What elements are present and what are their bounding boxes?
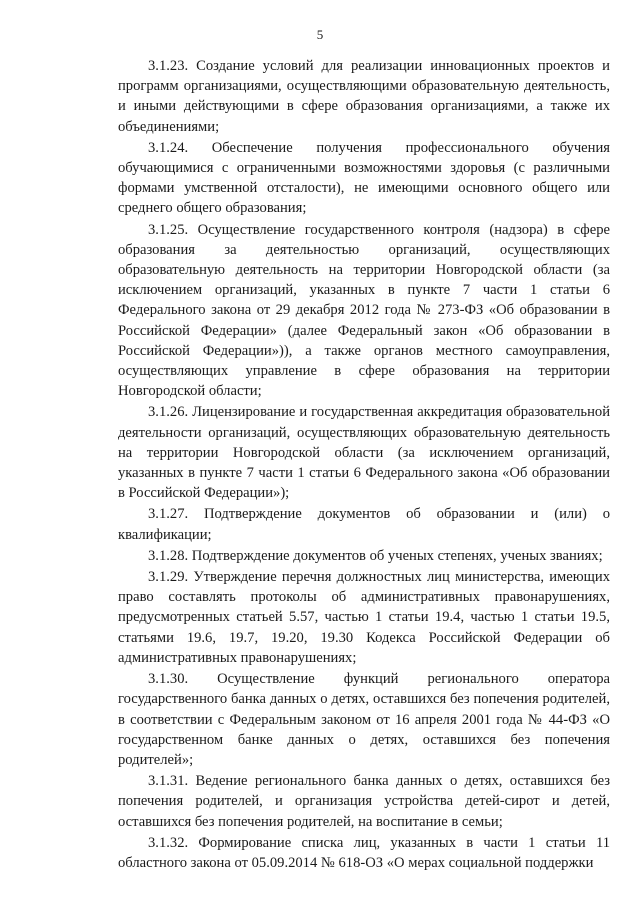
- paragraph-3-1-32: 3.1.32. Формирование списка лиц, указанных в части 1 статьи 11 областного закона от 05.09.2014 № 618-ОЗ «О мерах социальной поддержки: [118, 834, 610, 871]
- paragraph-3-1-29: 3.1.29. Утверждение перечня должностных лиц министерства, имеющих право составлять протоколы об административных правонарушениях, предусмотренных статьей 5.57, частью 1 статьи 19.4, частью 1 статьи 19.5, статьями 19.6, 19.7, 19.20, 19.30 Кодекса Российской Федерации об административных правонарушениях;: [118, 569, 610, 666]
- paragraph-3-1-26: 3.1.26. Лицензирование и государственная аккредитация образовательной деятельности организаций, осуществляющих образовательную деятельность на территории Новгородской области (за исключением организаций, указанных в пункте 7 части 1 статьи 6 Федерального закона «Об образовании в Российской Федерации»);: [118, 404, 610, 502]
- paragraph-3-1-25: 3.1.25. Осуществление государственного контроля (надзора) в сфере образования за деятельностью организаций, осуществляющих образовательную деятельность на территории Новгородской области (за исключением организаций, указанных в пункте 7 части 1 статьи 6 Федерального закона от 29 декабря 2012 года № 273-ФЗ «Об образовании в Российской Федерации» (далее Федеральный закон «Об образовании в Российской Федерации»)), а также органов местного самоуправления, осуществляющих управление в сфере образования на территории Новгородской области;: [118, 221, 610, 400]
- paragraph-3-1-30: 3.1.30. Осуществление функций регионального оператора государственного банка данных о детях, оставшихся без попечения родителей, в соответствии с Федеральным законом от 16 апреля 2001 года № 44-ФЗ «О государственном банке данных о детях, оставшихся без попечения родителей»;: [118, 671, 610, 768]
- paragraph-3-1-28: 3.1.28. Подтверждение документов об ученых степенях, ученых званиях;: [148, 547, 603, 564]
- page-number: 5: [316, 27, 324, 42]
- document-body: [118, 56, 610, 874]
- paragraph-3-1-31: 3.1.31. Ведение регионального банка данных о детях, оставшихся без попечения родителей, и организация устройства детей-сирот и детей, оставшихся без попечения родителей, на воспитание в семьи;: [118, 773, 610, 830]
- paragraph-3-1-24: 3.1.24. Обеспечение получения профессионального обучения обучающимися с ограниченными возможностями здоровья (с различными формами умственной отсталости), не имеющими основного общего или среднего общего образования;: [118, 139, 610, 217]
- paragraph-3-1-27: 3.1.27. Подтверждение документов об образовании и (или) о квалификации;: [118, 506, 610, 543]
- paragraph-3-1-23: 3.1.23. Создание условий для реализации инновационных проектов и программ организациями, осуществляющими образовательную деятельность, и иными действующими в сфере образования организациями, а также их объединениями;: [118, 58, 610, 135]
